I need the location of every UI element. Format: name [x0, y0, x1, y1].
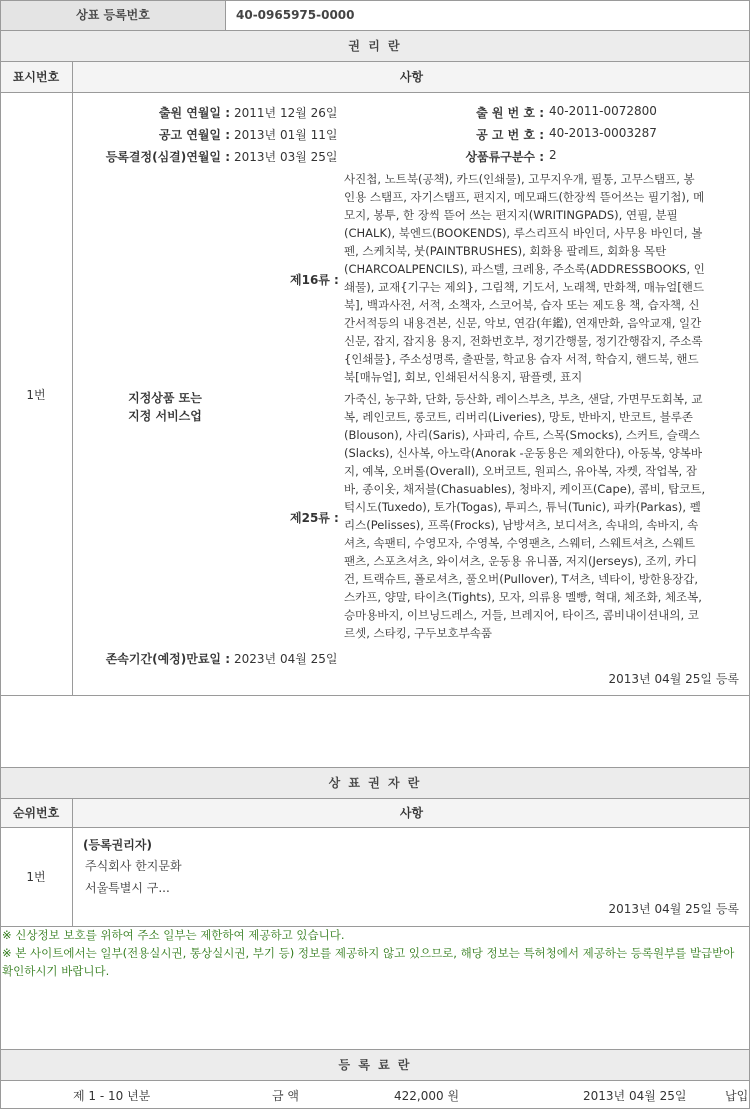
header-border — [225, 0, 750, 31]
goods-line: 인용 스탬프, 자기스탬프, 편지지, 메모패드(한장씩 뜯어쓰는 필기첩), 메 — [344, 190, 705, 204]
goods-line: 팬츠, 스포츠셔츠, 와이셔츠, 운동용 유니폼, 저지(Jerseys), 조끼, 카디 — [344, 554, 698, 568]
notice-unprovided-info: ※ 본 사이트에서는 일부(전용실시권, 통상실시권, 부기 등) 정보를 제공하지 않고 있으므로, 해당 정보는 특허청에서 제공하는 등록원부를 발급받아 확인하시기 바랍니다. — [2, 946, 735, 978]
class-count: 2 — [549, 148, 557, 162]
holder-name: 주식회사 한지문화 — [85, 859, 182, 873]
goods-line: 지, 예복, 오버롤(Overall), 오버코트, 원피스, 유아복, 자켓, 작업복, 잠 — [344, 464, 697, 478]
rights-section-title: 권 리 란 — [0, 31, 750, 61]
goods-line: 가죽신, 농구화, 단화, 등산화, 레이스부츠, 부츠, 샌달, 가면무도회복, 교 — [344, 392, 703, 406]
rights-col-desc-header: 사항 — [73, 62, 750, 92]
class-16-label: 제16류 : — [290, 273, 339, 287]
outer-left-border — [0, 31, 1, 1109]
goods-line: 복, 레인코트, 롱코트, 리버리(Liveries), 망토, 반바지, 반코트, 블루존 — [344, 410, 694, 424]
divider — [0, 92, 750, 93]
class-16-goods — [344, 170, 739, 386]
class-25-goods — [344, 390, 739, 642]
goods-line: 북], 백과사전, 서적, 소책자, 스코어북, 습자 또는 제도용 책, 습자책, 신 — [344, 298, 700, 312]
notice-privacy: ※ 신상정보 보호를 위하여 주소 일부는 제한하여 제공하고 있습니다. — [2, 928, 345, 942]
goods-line: (CHALK), 북엔드(BOOKENDS), 루스리프식 바인더, 사무용 바인더, 볼 — [344, 226, 703, 240]
goods-line: 쇄물), 교재{기구는 제외}, 그림책, 기도서, 노래책, 만화책, 매뉴얼[핸드 — [344, 280, 704, 294]
goods-line: (Slacks), 신사복, 아노락(Anorak -운동용은 제외한다), 아동복, 양복바 — [344, 446, 702, 460]
goods-line: 셔츠, 속팬티, 수영모자, 수영복, 수영팬츠, 스웨터, 스웨트셔츠, 스웨트 — [344, 536, 696, 550]
fee-amount: 422,000 원 — [394, 1089, 460, 1103]
holder-col-no-header: 순위번호 — [0, 799, 72, 827]
holder-section-title: 상 표 권 자 란 — [0, 768, 750, 798]
holder-registration-note: 2013년 04월 25일 등록 — [608, 902, 739, 916]
fee-amount-label: 금 액 — [272, 1089, 299, 1103]
goods-line: (CHARCOALPENCILS), 파스텔, 크레용, 주소록(ADDRESSBOOKS, 인 — [344, 262, 705, 276]
application-date-label: 출원 연월일 : — [158, 106, 230, 120]
rights-col-no-header: 표시번호 — [0, 62, 72, 92]
fee-section-title: 등 록 료 란 — [0, 1050, 750, 1080]
holder-col-desc-header: 사항 — [73, 799, 750, 827]
rights-registration-note: 2013년 04월 25일 등록 — [608, 672, 739, 686]
application-number-label: 출 원 번 호 : — [476, 106, 544, 120]
goods-line: 건, 트랙슈트, 폴로셔츠, 풀오버(Pullover), T셔츠, 넥타이, 방한용장갑, — [344, 572, 698, 586]
publication-date: 2013년 01월 11일 — [234, 128, 338, 142]
registration-decision-label: 등록결정(심결)연월일 : — [105, 150, 230, 164]
divider — [0, 695, 750, 696]
class-count-label: 상품류구분수 : — [465, 150, 544, 164]
divider — [0, 1080, 750, 1081]
goods-line: 스카프, 양말, 타이츠(Tights), 모자, 의류용 멜빵, 혁대, 체조화, 체조복, — [344, 590, 702, 604]
fee-date: 2013년 04월 25일 — [583, 1089, 687, 1103]
rights-row-number: 1번 — [26, 388, 46, 402]
goods-line: 바, 종이옷, 채저블(Chasuables), 청바지, 케이프(Cape), 콤비, 탑코트, — [344, 482, 706, 496]
goods-line: 북[매뉴얼], 회보, 인쇄된서식용지, 팜플렛, 표지 — [344, 370, 583, 384]
publication-number: 40-2013-0003287 — [549, 126, 657, 140]
expiry-date-label: 존속기간(예정)만료일 : — [105, 652, 230, 666]
designated-goods-label — [100, 389, 230, 425]
publication-date-label: 공고 연월일 : — [158, 128, 230, 142]
expiry-date: 2023년 04월 25일 — [234, 652, 338, 666]
goods-line: 리스(Pelisses), 프록(Frocks), 남방셔츠, 보디셔츠, 속내의, 속바지, 속 — [344, 518, 699, 532]
fee-status: 납입 — [725, 1089, 749, 1103]
application-date: 2011년 12월 26일 — [234, 106, 338, 120]
goods-line: 르셋, 스타킹, 구두보호부속품 — [344, 626, 492, 640]
holder-address: 서울특별시 구... — [85, 881, 170, 895]
goods-line: 신문, 잡지, 잡지용 용지, 전화번호부, 정기간행물, 정기간행잡지, 주소록 — [344, 334, 703, 348]
divider — [0, 1108, 750, 1109]
publication-number-label: 공 고 번 호 : — [476, 128, 544, 142]
goods-line: {인쇄물}, 주소성명록, 출판물, 학교용 습자 서적, 학습지, 핸드북, 핸드 — [344, 352, 699, 366]
column-divider — [72, 799, 73, 927]
holder-row-number: 1번 — [26, 870, 46, 884]
goods-line: 간서적등의 내용견본, 신문, 악보, 연감(年鑑), 연재만화, 음악교재, 일간 — [344, 316, 702, 330]
goods-line: 승마용바지, 이브닝드레스, 거들, 브레지어, 타이즈, 콤비내이션내의, 코 — [344, 608, 699, 622]
goods-line: 턱시도(Tuxedo), 토가(Togas), 투피스, 튜닉(Tunic), 파카(Parkas), 펠 — [344, 500, 701, 514]
fee-period: 제 1 - 10 년분 — [73, 1089, 151, 1103]
goods-line: 펜, 스케치북, 붓(PAINTBRUSHES), 회화용 팔레트, 회화용 목탄 — [344, 244, 667, 258]
class-25-label: 제25류 : — [290, 511, 339, 525]
holder-role: (등록권리자) — [83, 838, 152, 852]
registration-number-value: 40-0965975-0000 — [236, 8, 355, 22]
registration-decision-date: 2013년 03월 25일 — [234, 150, 338, 164]
application-number: 40-2011-0072800 — [549, 104, 657, 118]
goods-line: 모지, 봉투, 한 장씩 뜯어 쓰는 편지지(WRITINGPADS), 연필, 분필 — [344, 208, 678, 222]
column-divider — [72, 62, 73, 695]
divider — [0, 827, 750, 828]
designated-goods-label-line1: 지정상품 또는 — [128, 391, 202, 405]
goods-line: (Blouson), 사리(Saris), 사파리, 슈트, 스목(Smocks), 스커트, 슬랙스 — [344, 428, 700, 442]
goods-line: 사진첩, 노트북(공책), 카드(인쇄물), 고무지우개, 필통, 고무스탬프, 봉 — [344, 172, 695, 186]
registration-number-label: 상표 등록번호 — [76, 8, 150, 22]
designated-goods-label-line2: 지정 서비스업 — [128, 409, 202, 423]
